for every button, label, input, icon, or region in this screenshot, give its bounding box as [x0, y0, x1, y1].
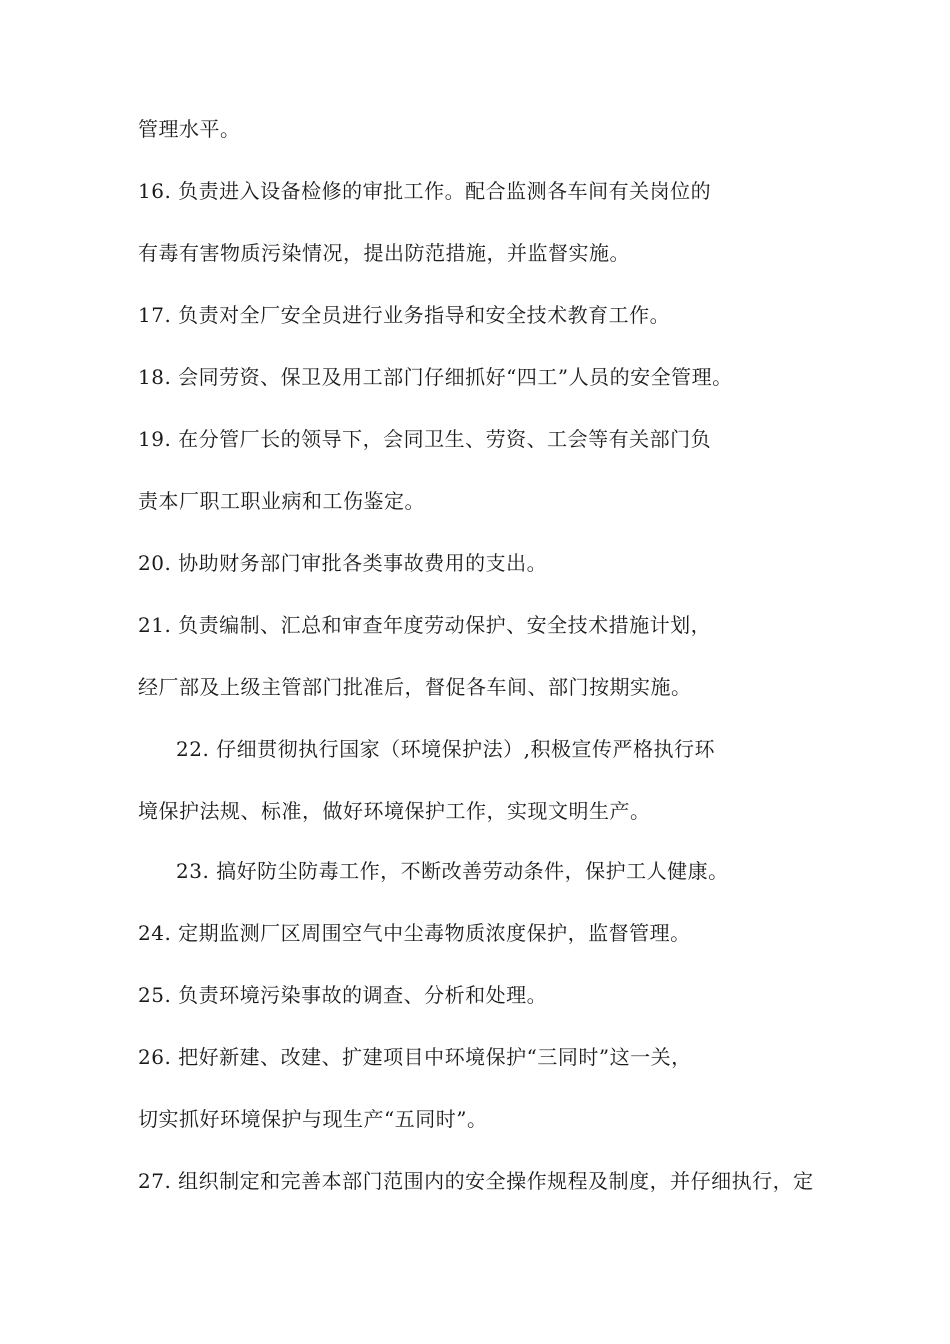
text-line-10: 经厂部及上级主管部门批准后，督促各车间、部门按期实施。	[138, 675, 692, 699]
text-line-1: 管理水平。	[138, 117, 241, 141]
text-line-3: 有毒有害物质污染情况，提出防范措施，并监督实施。	[138, 241, 630, 265]
text-line-7: 责本厂职工职业病和工伤鉴定。	[138, 489, 425, 513]
text-line-18: 27. 组织制定和完善本部门范围内的安全操作规程及制度，并仔细执行，定	[138, 1169, 814, 1193]
text-line-5: 18. 会同劳资、保卫及用工部门仔细抓好“四工”人员的安全管理。	[138, 365, 733, 389]
text-line-11: 22. 仔细贯彻执行国家（环境保护法）,积极宣传严格执行环	[176, 737, 716, 761]
text-line-17: 切实抓好环境保护与现生产“五同时”。	[138, 1107, 488, 1131]
text-line-12: 境保护法规、标准，做好环境保护工作，实现文明生产。	[138, 799, 651, 823]
text-line-6: 19. 在分管厂长的领导下，会同卫生、劳资、工会等有关部门负	[138, 427, 712, 451]
text-line-15: 25. 负责环境污染事故的调查、分析和处理。	[138, 983, 548, 1007]
text-line-4: 17. 负责对全厂安全员进行业务指导和安全技术教育工作。	[138, 303, 671, 327]
text-line-14: 24. 定期监测厂区周围空气中尘毒物质浓度保护，监督管理。	[138, 921, 691, 945]
text-line-16: 26. 把好新建、改建、扩建项目中环境保护“三同时”这一关，	[138, 1045, 692, 1069]
text-line-9: 21. 负责编制、汇总和审查年度劳动保护、安全技术措施计划，	[138, 613, 712, 637]
text-line-8: 20. 协助财务部门审批各类事故费用的支出。	[138, 551, 548, 575]
text-line-13: 23. 搞好防尘防毒工作，不断改善劳动条件，保护工人健康。	[176, 859, 729, 883]
text-line-2: 16. 负责进入设备检修的审批工作。配合监测各车间有关岗位的	[138, 179, 712, 203]
